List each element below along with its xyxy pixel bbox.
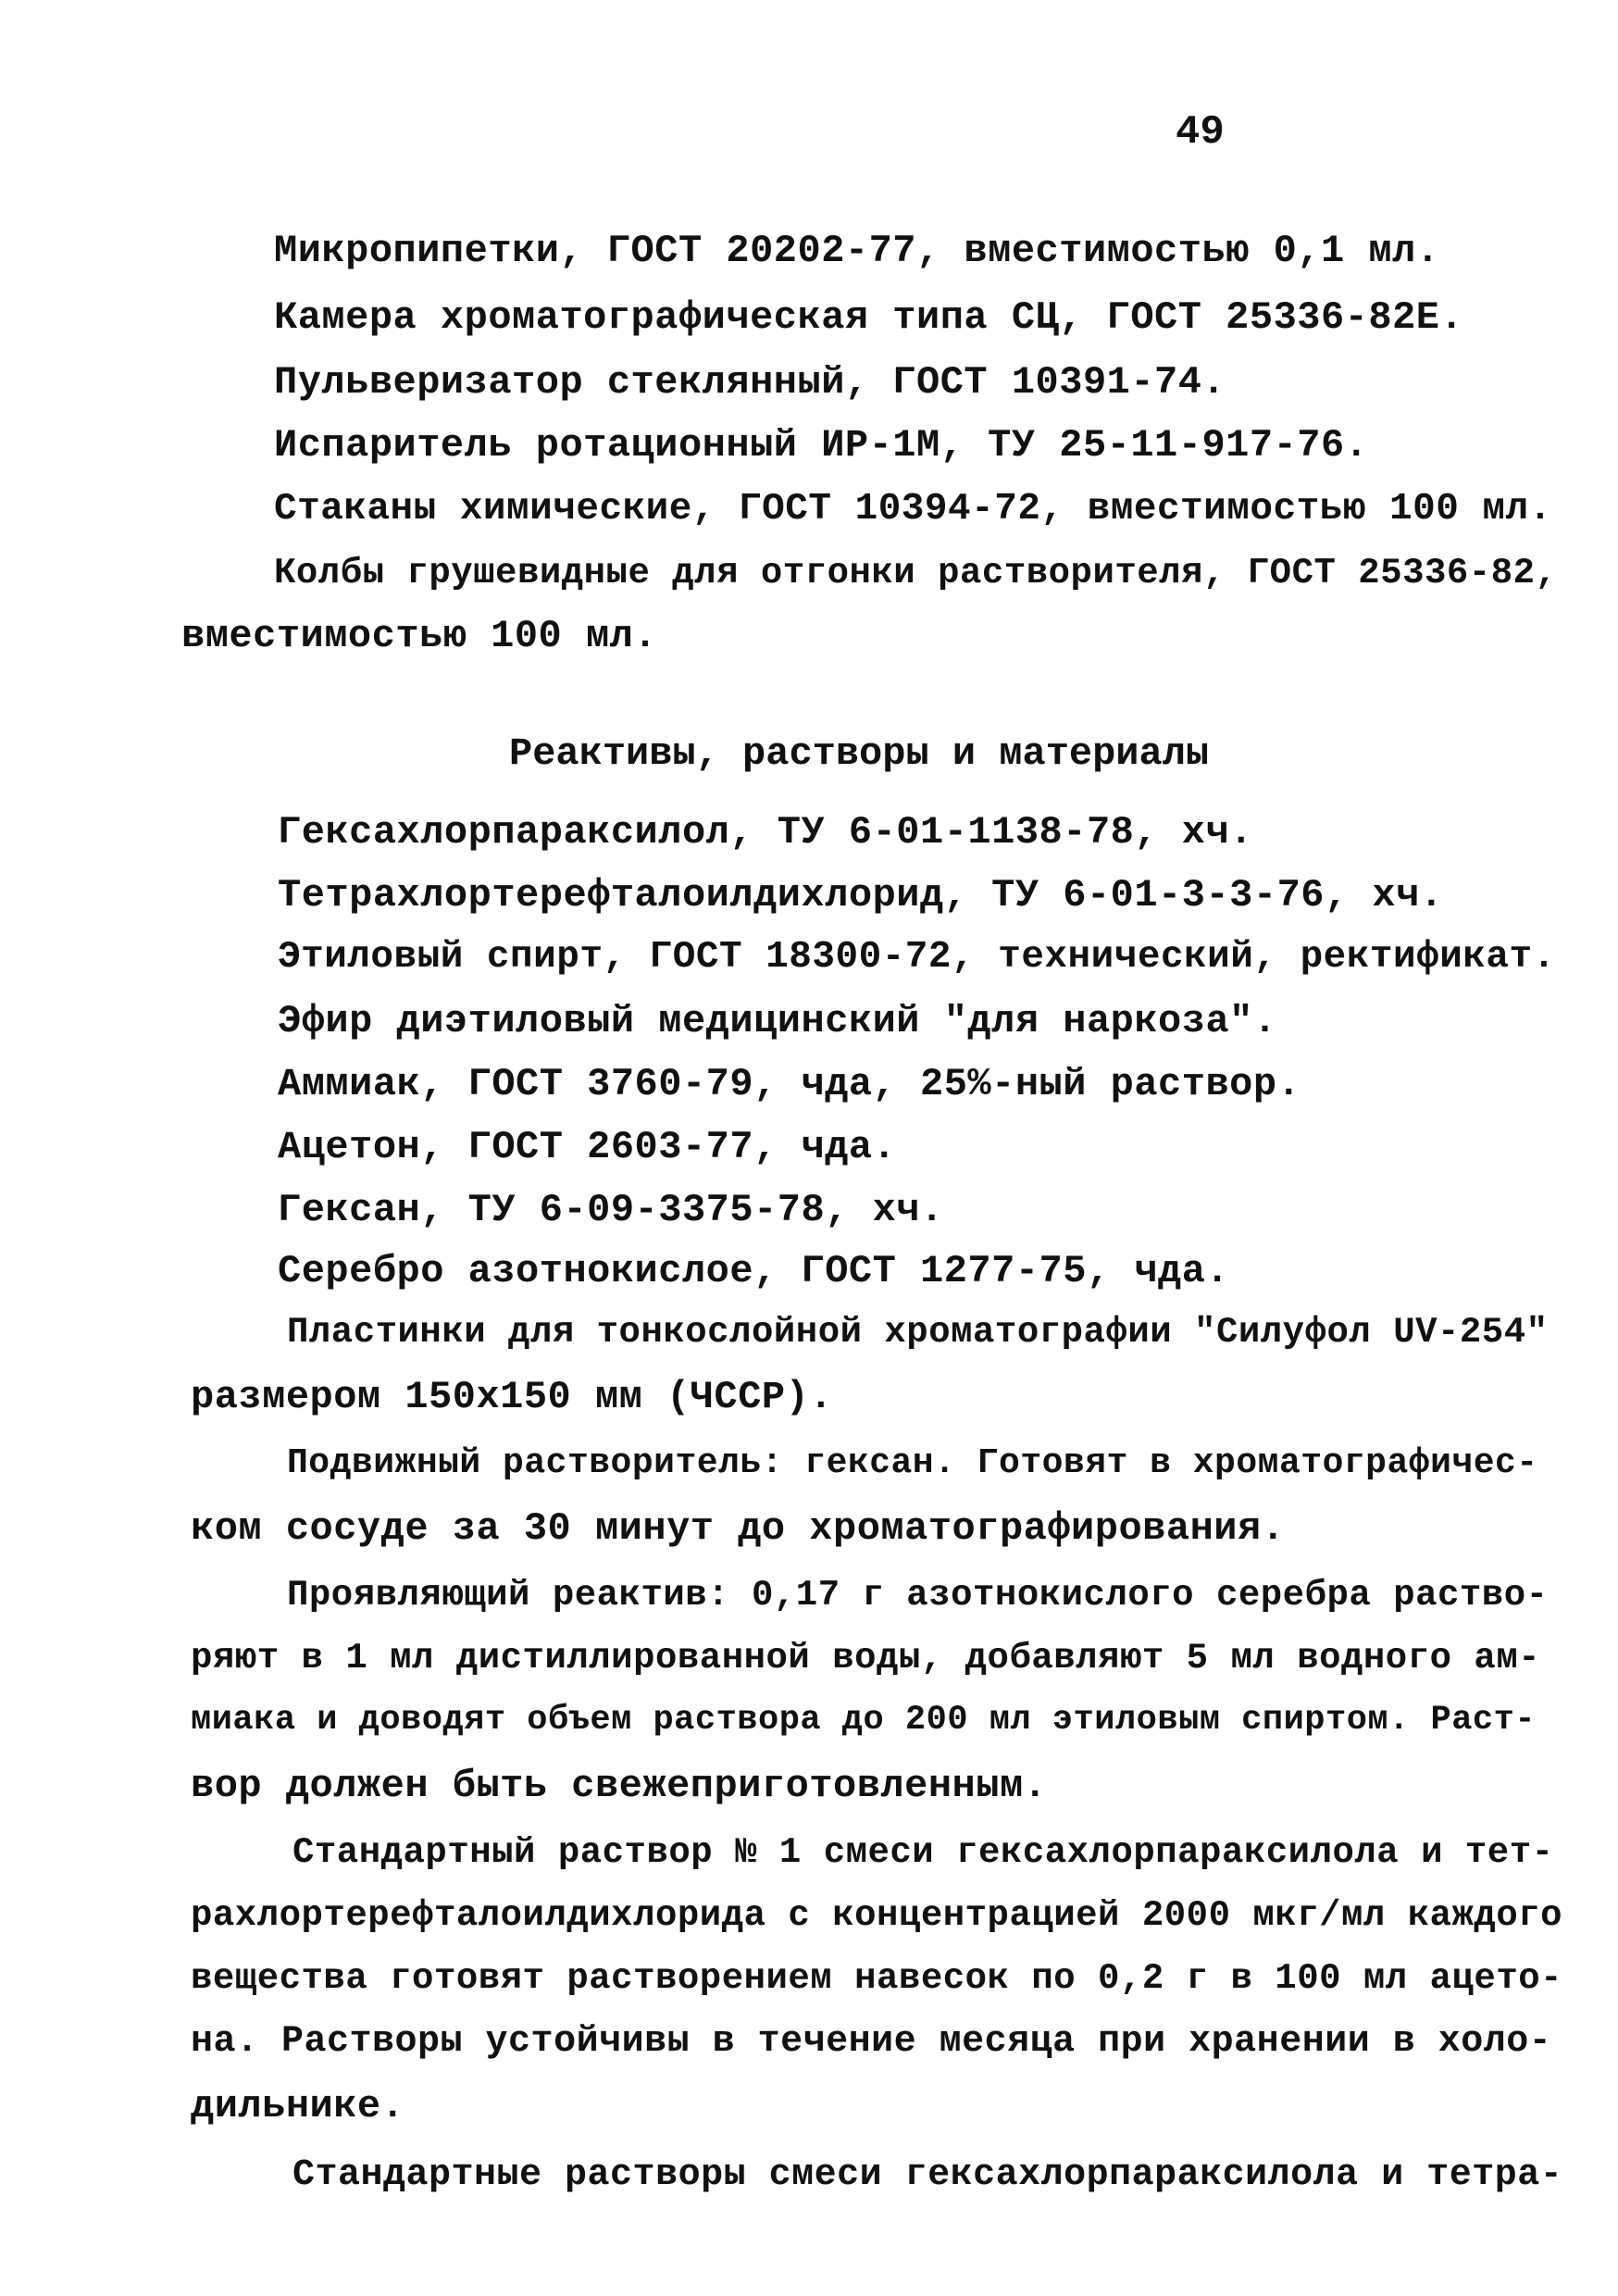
paragraph-line: вор должен быть свежеприготовленным. bbox=[191, 1764, 1048, 1808]
equipment-line: Камера хроматографическая типа СЦ, ГОСТ 25336-82Е. bbox=[274, 295, 1464, 340]
paragraph-line: миака и доводят объем раствора до 200 мл этиловым спиртом. Раст- bbox=[191, 1701, 1537, 1740]
equipment-line: Испаритель ротационный ИР-1М, ТУ 25-11-917-76. bbox=[274, 423, 1369, 468]
equipment-line: Микропипетки, ГОСТ 20202-77, вместимостью 0,1 мл. bbox=[274, 229, 1440, 273]
reagent-line: Аммиак, ГОСТ 3760-79, чда, 25%-ный раствор. bbox=[278, 1062, 1301, 1106]
equipment-line: Колбы грушевидные для отгонки растворителя, ГОСТ 25336-82, bbox=[274, 553, 1558, 593]
paragraph-line: Стандартный раствор № 1 смеси гексахлорпараксилола и тет- bbox=[292, 1832, 1554, 1873]
equipment-line: Пульверизатор стеклянный, ГОСТ 10391-74. bbox=[274, 360, 1226, 405]
reagent-line: Эфир диэтиловый медицинский "для наркоза". bbox=[278, 999, 1277, 1043]
section-heading: Реактивы, растворы и материалы bbox=[509, 731, 1210, 776]
reagent-line: Ацетон, ГОСТ 2603-77, чда. bbox=[278, 1125, 897, 1169]
equipment-line: Стаканы химические, ГОСТ 10394-72, вместимостью 100 мл. bbox=[274, 488, 1552, 530]
paragraph-line: на. Растворы устойчивы в течение месяца при хранении в холо- bbox=[191, 2021, 1552, 2063]
equipment-line: вместимостью 100 мл. bbox=[181, 614, 658, 658]
reagent-line: Этиловый спирт, ГОСТ 18300-72, технический, ректификат. bbox=[278, 936, 1556, 979]
paragraph-line: дильнике. bbox=[191, 2084, 405, 2128]
paragraph-line: Подвижный растворитель: гексан. Готовят в хроматографичес- bbox=[287, 1443, 1538, 1483]
reagent-line: Гексан, ТУ 6-09-3375-78, хч. bbox=[278, 1188, 944, 1232]
paragraph-line: ком сосуде за 30 минут до хроматографирования. bbox=[191, 1506, 1286, 1551]
reagent-line: размером 150х150 мм (ЧССР). bbox=[191, 1375, 834, 1419]
paragraph-line: Проявляющий реактив: 0,17 г азотнокислого серебра раство- bbox=[287, 1575, 1549, 1616]
reagent-line: Гексахлорпараксилол, ТУ 6-01-1138-78, хч. bbox=[278, 810, 1253, 855]
paragraph-line: рахлортерефталоилдихлорида с концентрацией 2000 мкг/мл каждого bbox=[191, 1895, 1563, 1936]
paragraph-line: ряют в 1 мл дистиллированной воды, добавляют 5 мл водного ам- bbox=[191, 1638, 1541, 1678]
page-number: 49 bbox=[1176, 109, 1225, 156]
paragraph-line: Стандартные растворы смеси гексахлорпараксилола и тетра- bbox=[292, 2154, 1563, 2196]
paragraph-line: вещества готовят растворением навесок по 0,2 г в 100 мл ацето- bbox=[191, 1958, 1563, 1999]
reagent-line: Серебро азотнокислое, ГОСТ 1277-75, чда. bbox=[278, 1249, 1230, 1293]
reagent-line: Тетрахлортерефталоилдихлорид, ТУ 6-01-3-3-76, хч. bbox=[278, 873, 1444, 917]
reagent-line: Пластинки для тонкослойной хроматографии "Силуфол UV-254" bbox=[287, 1312, 1549, 1353]
